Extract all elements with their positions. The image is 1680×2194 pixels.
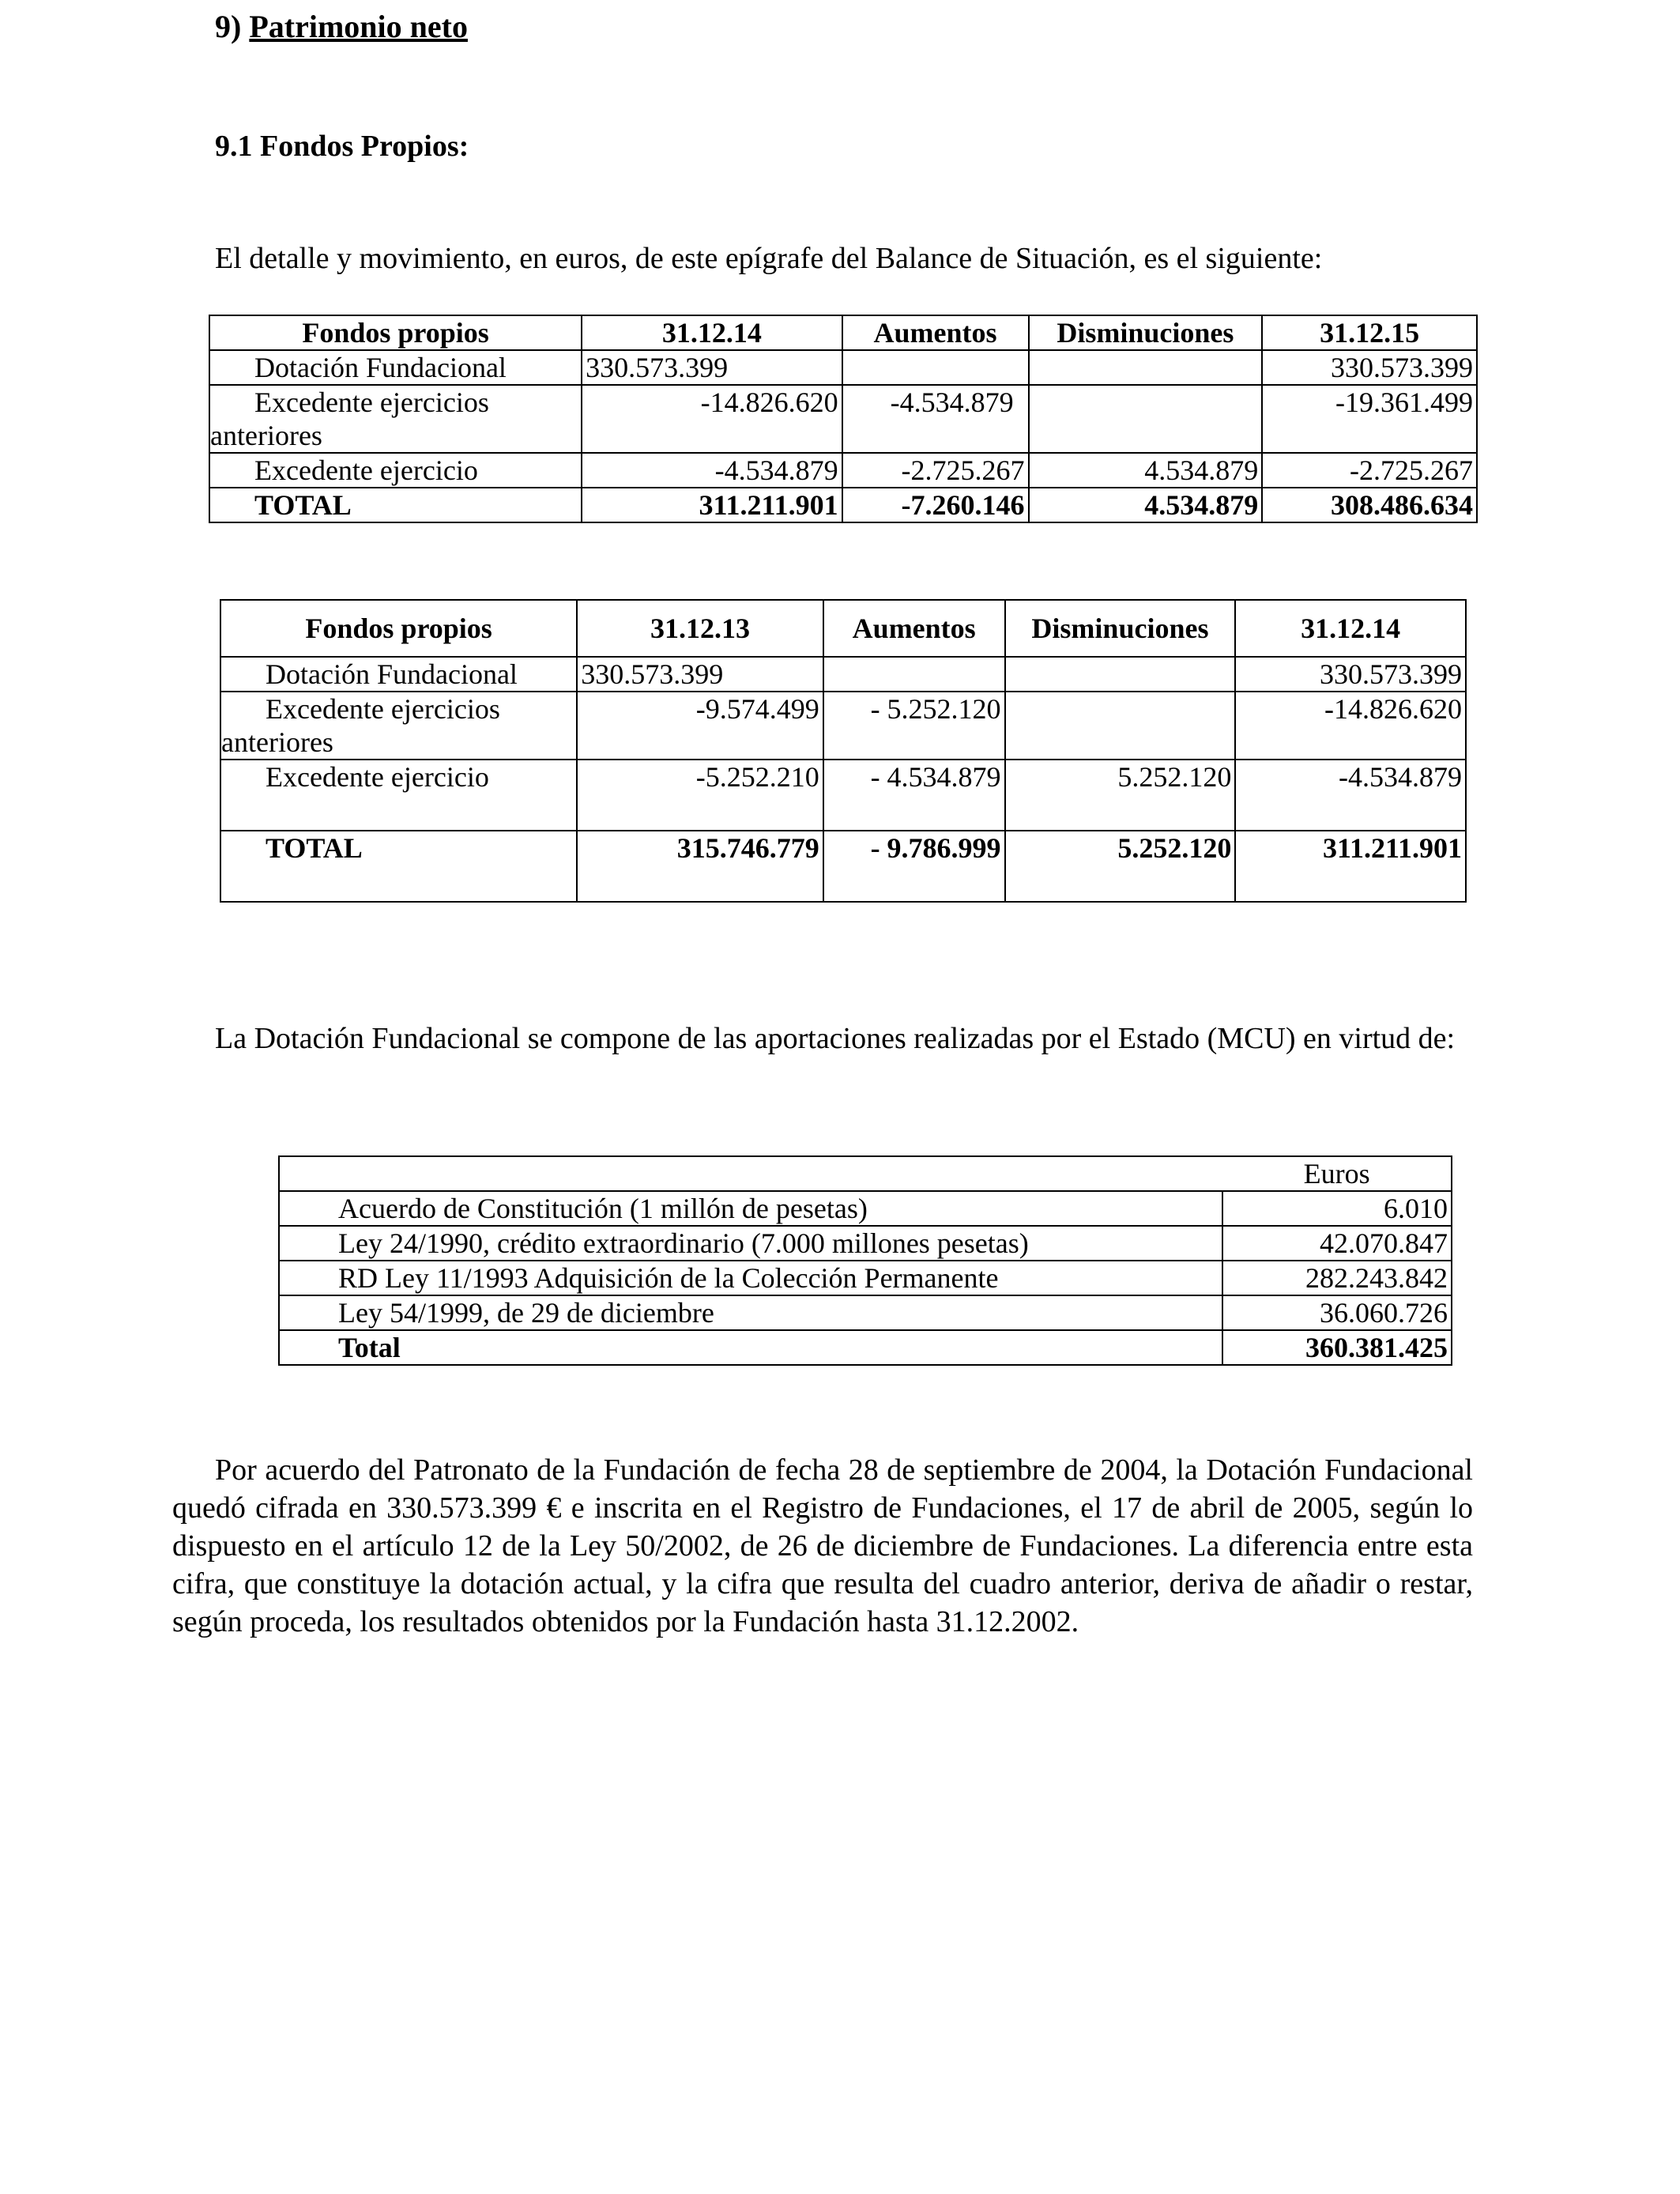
- cell-value: 330.573.399: [577, 657, 823, 692]
- column-header: 31.12.14: [582, 315, 842, 350]
- cell-value: -2.725.267: [842, 453, 1029, 488]
- cell-value: [842, 350, 1029, 385]
- row-label: RD Ley 11/1993 Adquisición de la Colección Permanente: [279, 1261, 1222, 1295]
- row-label: Dotación Fundacional: [209, 350, 582, 385]
- row-label: Ley 54/1999, de 29 de diciembre: [279, 1295, 1222, 1330]
- cell-value: - 5.252.120: [823, 692, 1005, 760]
- total-label: TOTAL: [220, 831, 577, 902]
- column-header: Euros: [1222, 1156, 1452, 1191]
- total-value: 5.252.120: [1005, 831, 1236, 902]
- dotacion-fundacional-table: [278, 1155, 1452, 1366]
- table-header-row: [220, 600, 1466, 657]
- table-row: [279, 1226, 1452, 1261]
- column-header: Aumentos: [823, 600, 1005, 657]
- cell-value: [823, 657, 1005, 692]
- cell-value: 330.573.399: [582, 350, 842, 385]
- table-row: [220, 657, 1466, 692]
- row-label: Excedente ejercicio: [209, 453, 582, 488]
- cell-value: [1005, 692, 1236, 760]
- cell-value: -14.826.620: [1235, 692, 1466, 760]
- table-total-row: [220, 831, 1466, 902]
- cell-value: [1029, 350, 1263, 385]
- table-row: [209, 385, 1477, 453]
- table-row: [279, 1191, 1452, 1226]
- column-header: Disminuciones: [1005, 600, 1236, 657]
- total-label: Total: [279, 1330, 1222, 1365]
- column-header: 31.12.13: [577, 600, 823, 657]
- table-total-row: [209, 488, 1477, 522]
- table-header-row: [209, 315, 1477, 350]
- table-row: [220, 760, 1466, 831]
- cell-value: -9.574.499: [577, 692, 823, 760]
- cell-value: 330.573.399: [1235, 657, 1466, 692]
- total-value: 311.211.901: [582, 488, 842, 522]
- fondos-propios-table-2015: [209, 315, 1478, 523]
- total-value: - 9.786.999: [823, 831, 1005, 902]
- dotacion-paragraph: La Dotación Fundacional se compone de las aportaciones realizadas por el Estado (MCU) en virtud de:: [215, 1022, 1456, 1055]
- patronato-paragraph: Por acuerdo del Patronato de la Fundación de fecha 28 de septiembre de 2004, la Dotación Fundacional quedó cifrada en 330.573.399 € e inscrita en el Registro de Fundaciones, el 17 de abril de 2005, según lo dispuesto en el artículo 12 de la Ley 50/2002, de 26 de diciembre de Fundaciones. La diferencia entre esta cifra, que constituye la dotación actual, y la cifra que resulta del cuadro anterior, deriva de añadir o restar, según proceda, los resultados obtenidos por la Fundación hasta 31.12.2002.: [172, 1453, 1473, 1638]
- row-label: Ley 24/1990, crédito extraordinario (7.000 millones pesetas): [279, 1226, 1222, 1261]
- section-heading: [215, 8, 468, 45]
- cell-value: 330.573.399: [1262, 350, 1477, 385]
- total-value: 311.211.901: [1235, 831, 1466, 902]
- cell-value: -14.826.620: [582, 385, 842, 453]
- total-value: -7.260.146: [842, 488, 1029, 522]
- cell-value: [1029, 385, 1263, 453]
- row-label: Excedente ejercicio: [220, 760, 577, 831]
- cell-value: -4.534.879: [582, 453, 842, 488]
- table-row: [220, 692, 1466, 760]
- total-value: 360.381.425: [1222, 1330, 1452, 1365]
- column-header: Fondos propios: [209, 315, 582, 350]
- column-header: Aumentos: [842, 315, 1029, 350]
- column-header: 31.12.15: [1262, 315, 1477, 350]
- section-title: Patrimonio neto: [249, 9, 468, 44]
- cell-value: - 4.534.879: [823, 760, 1005, 831]
- table-row: [209, 350, 1477, 385]
- row-label-line2: anteriores: [210, 420, 322, 451]
- row-label: Acuerdo de Constitución (1 millón de pesetas): [279, 1191, 1222, 1226]
- table-row: [209, 453, 1477, 488]
- table-row: [279, 1295, 1452, 1330]
- cell-value: 5.252.120: [1005, 760, 1236, 831]
- total-value: 4.534.879: [1029, 488, 1263, 522]
- cell-value: 42.070.847: [1222, 1226, 1452, 1261]
- table-total-row: [279, 1330, 1452, 1365]
- cell-value: -4.534.879: [1235, 760, 1466, 831]
- column-header: Fondos propios: [220, 600, 577, 657]
- header-spacer: [279, 1156, 1222, 1191]
- table-row: [279, 1261, 1452, 1295]
- cell-value: 282.243.842: [1222, 1261, 1452, 1295]
- section-number: 9): [215, 9, 242, 44]
- column-header: Disminuciones: [1029, 315, 1263, 350]
- row-label: Dotación Fundacional: [220, 657, 577, 692]
- fondos-propios-table-2014: [220, 599, 1467, 903]
- cell-value: 6.010: [1222, 1191, 1452, 1226]
- total-value: 308.486.634: [1262, 488, 1477, 522]
- total-value: 315.746.779: [577, 831, 823, 902]
- cell-value: -5.252.210: [577, 760, 823, 831]
- row-label-line1: Excedente ejercicios: [254, 386, 489, 418]
- row-label: [209, 385, 582, 453]
- cell-value: 4.534.879: [1029, 453, 1263, 488]
- intro-paragraph: El detalle y movimiento, en euros, de este epígrafe del Balance de Situación, es el siguiente:: [215, 242, 1323, 275]
- cell-value: -2.725.267: [1262, 453, 1477, 488]
- cell-value: [1005, 657, 1236, 692]
- cell-value: -19.361.499: [1262, 385, 1477, 453]
- row-label-line1: Excedente ejercicios: [266, 693, 500, 725]
- row-label-line2: anteriores: [221, 726, 333, 758]
- table-header-row: [279, 1156, 1452, 1191]
- row-label: [220, 692, 577, 760]
- cell-value: 36.060.726: [1222, 1295, 1452, 1330]
- cell-value: -4.534.879: [842, 385, 1029, 453]
- subsection-heading: 9.1 Fondos Propios:: [215, 130, 469, 163]
- total-label: TOTAL: [209, 488, 582, 522]
- column-header: 31.12.14: [1235, 600, 1466, 657]
